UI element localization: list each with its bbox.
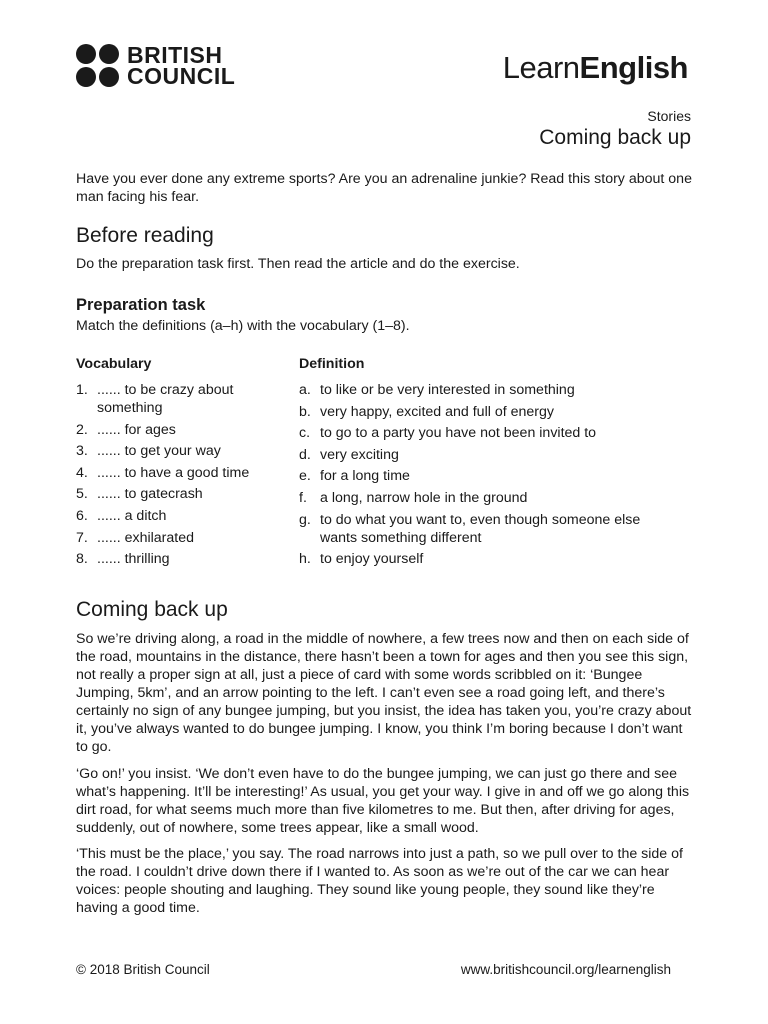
learnenglish-logo-part2: English	[579, 50, 688, 85]
list-item	[299, 511, 679, 547]
list-item	[76, 421, 276, 439]
story-heading: Coming back up	[76, 598, 228, 621]
definition-list	[299, 381, 679, 572]
vocab-text: ...... for ages	[97, 421, 176, 438]
preparation-task-heading: Preparation task	[76, 296, 206, 314]
logo-line-2: COUNCIL	[127, 62, 236, 89]
list-item	[76, 550, 276, 568]
list-item	[299, 403, 679, 421]
list-item	[299, 467, 679, 485]
item-number: 1.	[76, 382, 88, 398]
learnenglish-logo	[503, 50, 688, 86]
learnenglish-logo-part1: Learn	[502, 50, 580, 85]
story-paragraph-3: ‘This must be the place,’ you say. The road narrows into just a path, so we pull over to the side of the road. I couldn’t drive down there if I wanted to. As soon as we’re out of the car we can hear voices: people shouting and laughing. They sound like young people, they sound like they’re having a good time.	[76, 846, 683, 916]
before-reading-heading: Before reading	[76, 224, 214, 247]
item-number: 8.	[76, 551, 88, 568]
vocab-text: ...... to gatecrash	[97, 486, 203, 503]
vocabulary-column-header: Vocabulary	[76, 356, 152, 372]
logo-dots-icon	[76, 44, 119, 87]
vocabulary-list	[76, 381, 276, 572]
vocab-text: ...... thrilling	[97, 551, 170, 568]
list-item	[299, 381, 679, 399]
definition-text: to like or be very interested in something	[320, 382, 575, 398]
item-letter: b.	[299, 403, 311, 420]
copyright-text: © 2018 British Council	[76, 962, 210, 977]
logo-line-1: BRITISH	[127, 41, 223, 68]
item-number: 4.	[76, 464, 88, 481]
preparation-instruction: Match the definitions (a–h) with the vocabulary (1–8).	[76, 318, 410, 334]
list-item	[299, 489, 679, 507]
list-item	[76, 464, 276, 482]
item-letter: a.	[299, 382, 311, 398]
item-letter: g.	[299, 511, 311, 528]
intro-paragraph: Have you ever done any extreme sports? Are you an adrenaline junkie? Read this story about one man facing his fear.	[76, 171, 692, 205]
item-number: 7.	[76, 529, 88, 546]
list-item	[76, 507, 276, 525]
page-title: Coming back up	[539, 126, 691, 149]
story-paragraph-2: ‘Go on!’ you insist. ‘We don’t even have to do the bungee jumping, we can just go there and see what’s happening. It’ll be interesting!’ As usual, you get your way. I give in and off we go along this dirt road, for what seems much more than five kilometres to me. But then, after driving for ages, suddenly, out of nowhere, some trees appear, like a small wood.	[76, 766, 690, 836]
item-number: 3.	[76, 443, 88, 460]
vocab-text: ...... to be crazy about something	[97, 382, 234, 416]
vocab-text: ...... to have a good time	[97, 464, 250, 481]
list-item	[76, 381, 276, 417]
definition-text: to enjoy yourself	[320, 551, 424, 568]
british-council-logo	[76, 41, 236, 89]
list-item	[299, 424, 679, 442]
item-letter: h.	[299, 551, 311, 568]
item-letter: d.	[299, 446, 311, 463]
list-item	[76, 485, 276, 503]
story-paragraph-1: So we’re driving along, a road in the middle of nowhere, a few trees now and then on each side of the road, mountains in the distance, there hasn’t been a town for ages and then you see this sign, not really a proper sign at all, just a piece of card with some words scribbled on it: ‘Bungee Jumping, 5km’, and an arrow pointing to the left. I can’t even see a road going left, and there’s certainly no sign of any bungee jumping, but you insist, the idea has taken you, you’re crazy about it, you’ve always wanted to do bungee jumping. I know, you think I’m boring because I don’t want to go.	[76, 631, 692, 755]
before-reading-text: Do the preparation task first. Then read the article and do the exercise.	[76, 256, 520, 272]
section-label: Stories	[647, 108, 691, 124]
definition-text: to do what you want to, even though someone else wants something different	[320, 511, 641, 546]
definition-text: a long, narrow hole in the ground	[320, 489, 528, 506]
list-item	[299, 446, 679, 464]
item-number: 2.	[76, 421, 88, 438]
definition-text: to go to a party you have not been invited to	[320, 425, 597, 442]
vocab-text: ...... exhilarated	[97, 529, 194, 546]
list-item	[76, 529, 276, 547]
item-letter: f.	[299, 489, 307, 506]
list-item	[299, 550, 679, 568]
definition-column-header: Definition	[299, 356, 365, 372]
definition-text: for a long time	[320, 468, 410, 485]
list-item	[76, 442, 276, 460]
item-letter: c.	[299, 425, 311, 442]
item-number: 5.	[76, 486, 88, 503]
definition-text: very happy, excited and full of energy	[320, 403, 554, 420]
vocab-text: ...... a ditch	[97, 507, 167, 524]
definition-text: very exciting	[320, 446, 399, 463]
item-letter: e.	[299, 468, 311, 485]
item-number: 6.	[76, 507, 88, 524]
logo-wordmark	[127, 41, 236, 89]
vocab-text: ...... to get your way	[97, 443, 221, 460]
footer-url: www.britishcouncil.org/learnenglish	[460, 962, 671, 977]
